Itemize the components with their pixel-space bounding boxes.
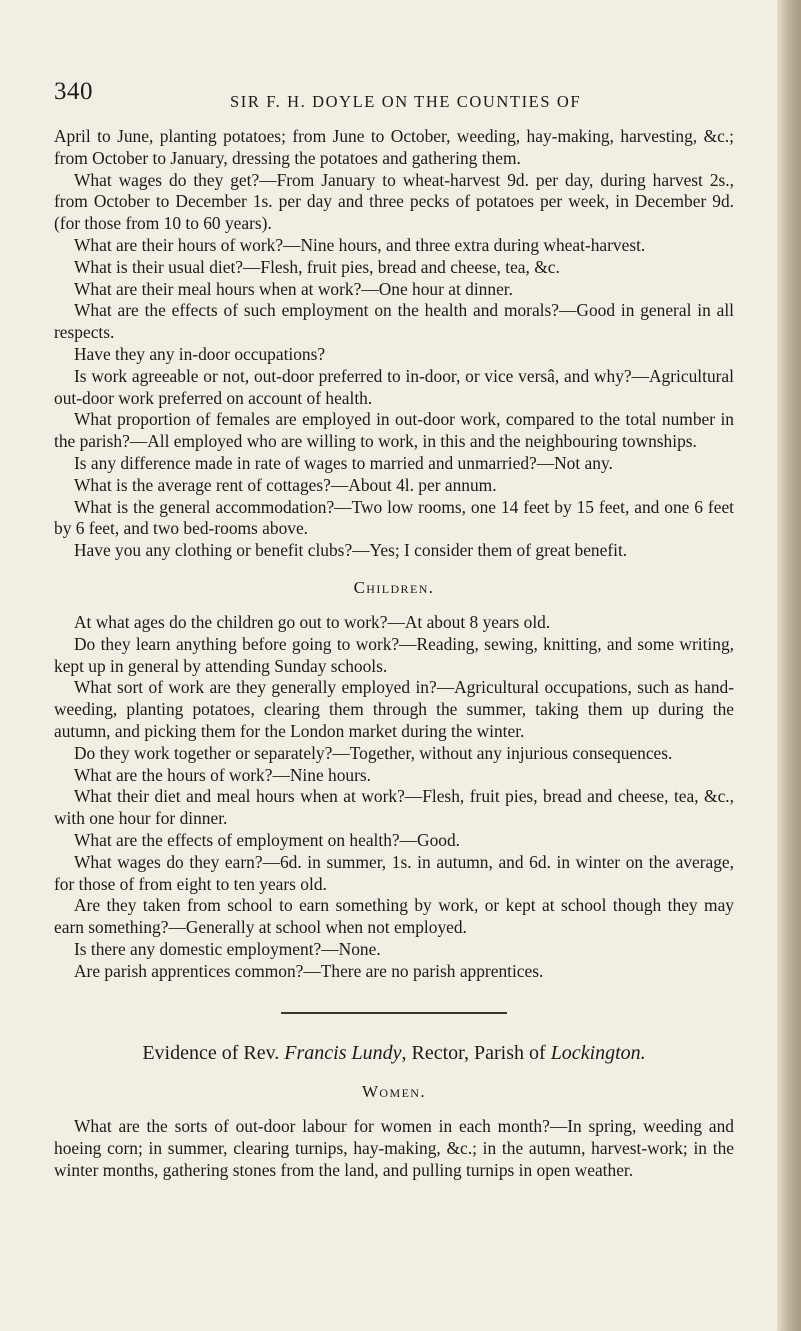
paragraph: Have they any in-door occupations? xyxy=(74,343,326,364)
paragraph: What are their meal hours when at work?—One hour at dinner. xyxy=(74,278,513,299)
paragraph: What are the sorts of out-door labour for women in each month?—In spring, weeding and hoeing corn; in summer, clearing turnips, hay-making, &c.; in the autumn, harvest-work; in the winter months, gathering stones from the land, and pulling turnips in open weather. xyxy=(54,1116,734,1181)
witness-name: Francis Lundy xyxy=(284,1042,402,1065)
paragraph: Is there any domestic employment?—None. xyxy=(74,938,381,959)
children-heading: Children. xyxy=(353,577,435,597)
paragraph: What are the hours of work?—Nine hours. xyxy=(74,764,371,785)
paragraph: What is their usual diet?—Flesh, fruit pies, bread and cheese, tea, &c. xyxy=(74,256,560,277)
paragraph: What wages do they earn?—6d. in summer, 1s. in autumn, and 6d. in winter on the average, for those of from eight to ten years old. xyxy=(54,851,734,894)
paragraph: Is any difference made in rate of wages to married and unmarried?—Not any. xyxy=(74,452,613,473)
paragraph: What is the general accommodation?—Two low rooms, one 14 feet by 15 feet, and one 6 feet by 6 feet, and two bed-rooms above. xyxy=(54,496,734,539)
paragraph: What wages do they get?—From January to wheat-harvest 9d. per day, during harvest 2s., from October to December 1s. per day and three pecks of potatoes per week, in December 9d. (for those from 10 to 60 years). xyxy=(54,169,734,234)
parish-name: Lockington. xyxy=(550,1042,646,1065)
women-heading: Women. xyxy=(361,1082,427,1102)
paragraph: Do they work together or separately?—Together, without any injurious consequences. xyxy=(74,742,673,763)
paragraph: What proportion of females are employed in out-door work, compared to the total number in the parish?—All employed who are willing to work, in this and the neighbouring townships. xyxy=(54,409,734,452)
children-section xyxy=(54,612,734,983)
evidence-heading xyxy=(54,1040,734,1066)
top-section xyxy=(54,126,734,562)
women-section xyxy=(54,1116,734,1181)
running-head: SIR F. H. DOYLE ON THE COUNTIES OF xyxy=(230,92,582,111)
paragraph: What is the average rent of cottages?—About 4l. per annum. xyxy=(74,474,497,495)
paragraph: Are they taken from school to earn something by work, or kept at school though they may earn something?—Generally at school when not employed. xyxy=(54,895,734,938)
paragraph: What are their hours of work?—Nine hours, and three extra during wheat-harvest. xyxy=(74,234,646,255)
evidence-prefix: Evidence of Rev. xyxy=(142,1042,285,1065)
section-divider xyxy=(281,1012,507,1014)
paragraph: What sort of work are they generally employed in?—Agricultural occupations, such as hand-weeding, planting potatoes, clearing them through the summer, taking them up during the autumn, and picking them for the London market during the winter. xyxy=(54,677,734,741)
paragraph: Do they learn anything before going to work?—Reading, sewing, knitting, and some writing, kept up in general by attending Sunday schools. xyxy=(54,633,734,676)
paragraph: April to June, planting potatoes; from June to October, weeding, hay-making, harvesting, &c.; from October to January, dressing the potatoes and gathering them. xyxy=(54,126,734,168)
page-edge xyxy=(777,0,801,1331)
paragraph: What their diet and meal hours when at work?—Flesh, fruit pies, bread and cheese, tea, &c., with one hour for dinner. xyxy=(54,786,734,829)
paragraph: What are the effects of employment on health?—Good. xyxy=(74,829,460,850)
paragraph: What are the effects of such employment on the health and morals?—Good in general in all respects. xyxy=(54,300,734,343)
page-number: 340 xyxy=(54,78,93,105)
paragraph: At what ages do the children go out to work?—At about 8 years old. xyxy=(74,611,551,632)
paragraph: Have you any clothing or benefit clubs?—Yes; I consider them of great benefit. xyxy=(74,540,628,561)
evidence-middle: , Rector, Parish of xyxy=(401,1042,551,1065)
page-body xyxy=(54,126,734,1182)
page-header xyxy=(54,78,734,118)
paragraph: Is work agreeable or not, out-door preferred to in-door, or vice versâ, and why?—Agricultural out-door work preferred on account of health. xyxy=(54,365,734,408)
paragraph: Are parish apprentices common?—There are no parish apprentices. xyxy=(74,960,544,981)
